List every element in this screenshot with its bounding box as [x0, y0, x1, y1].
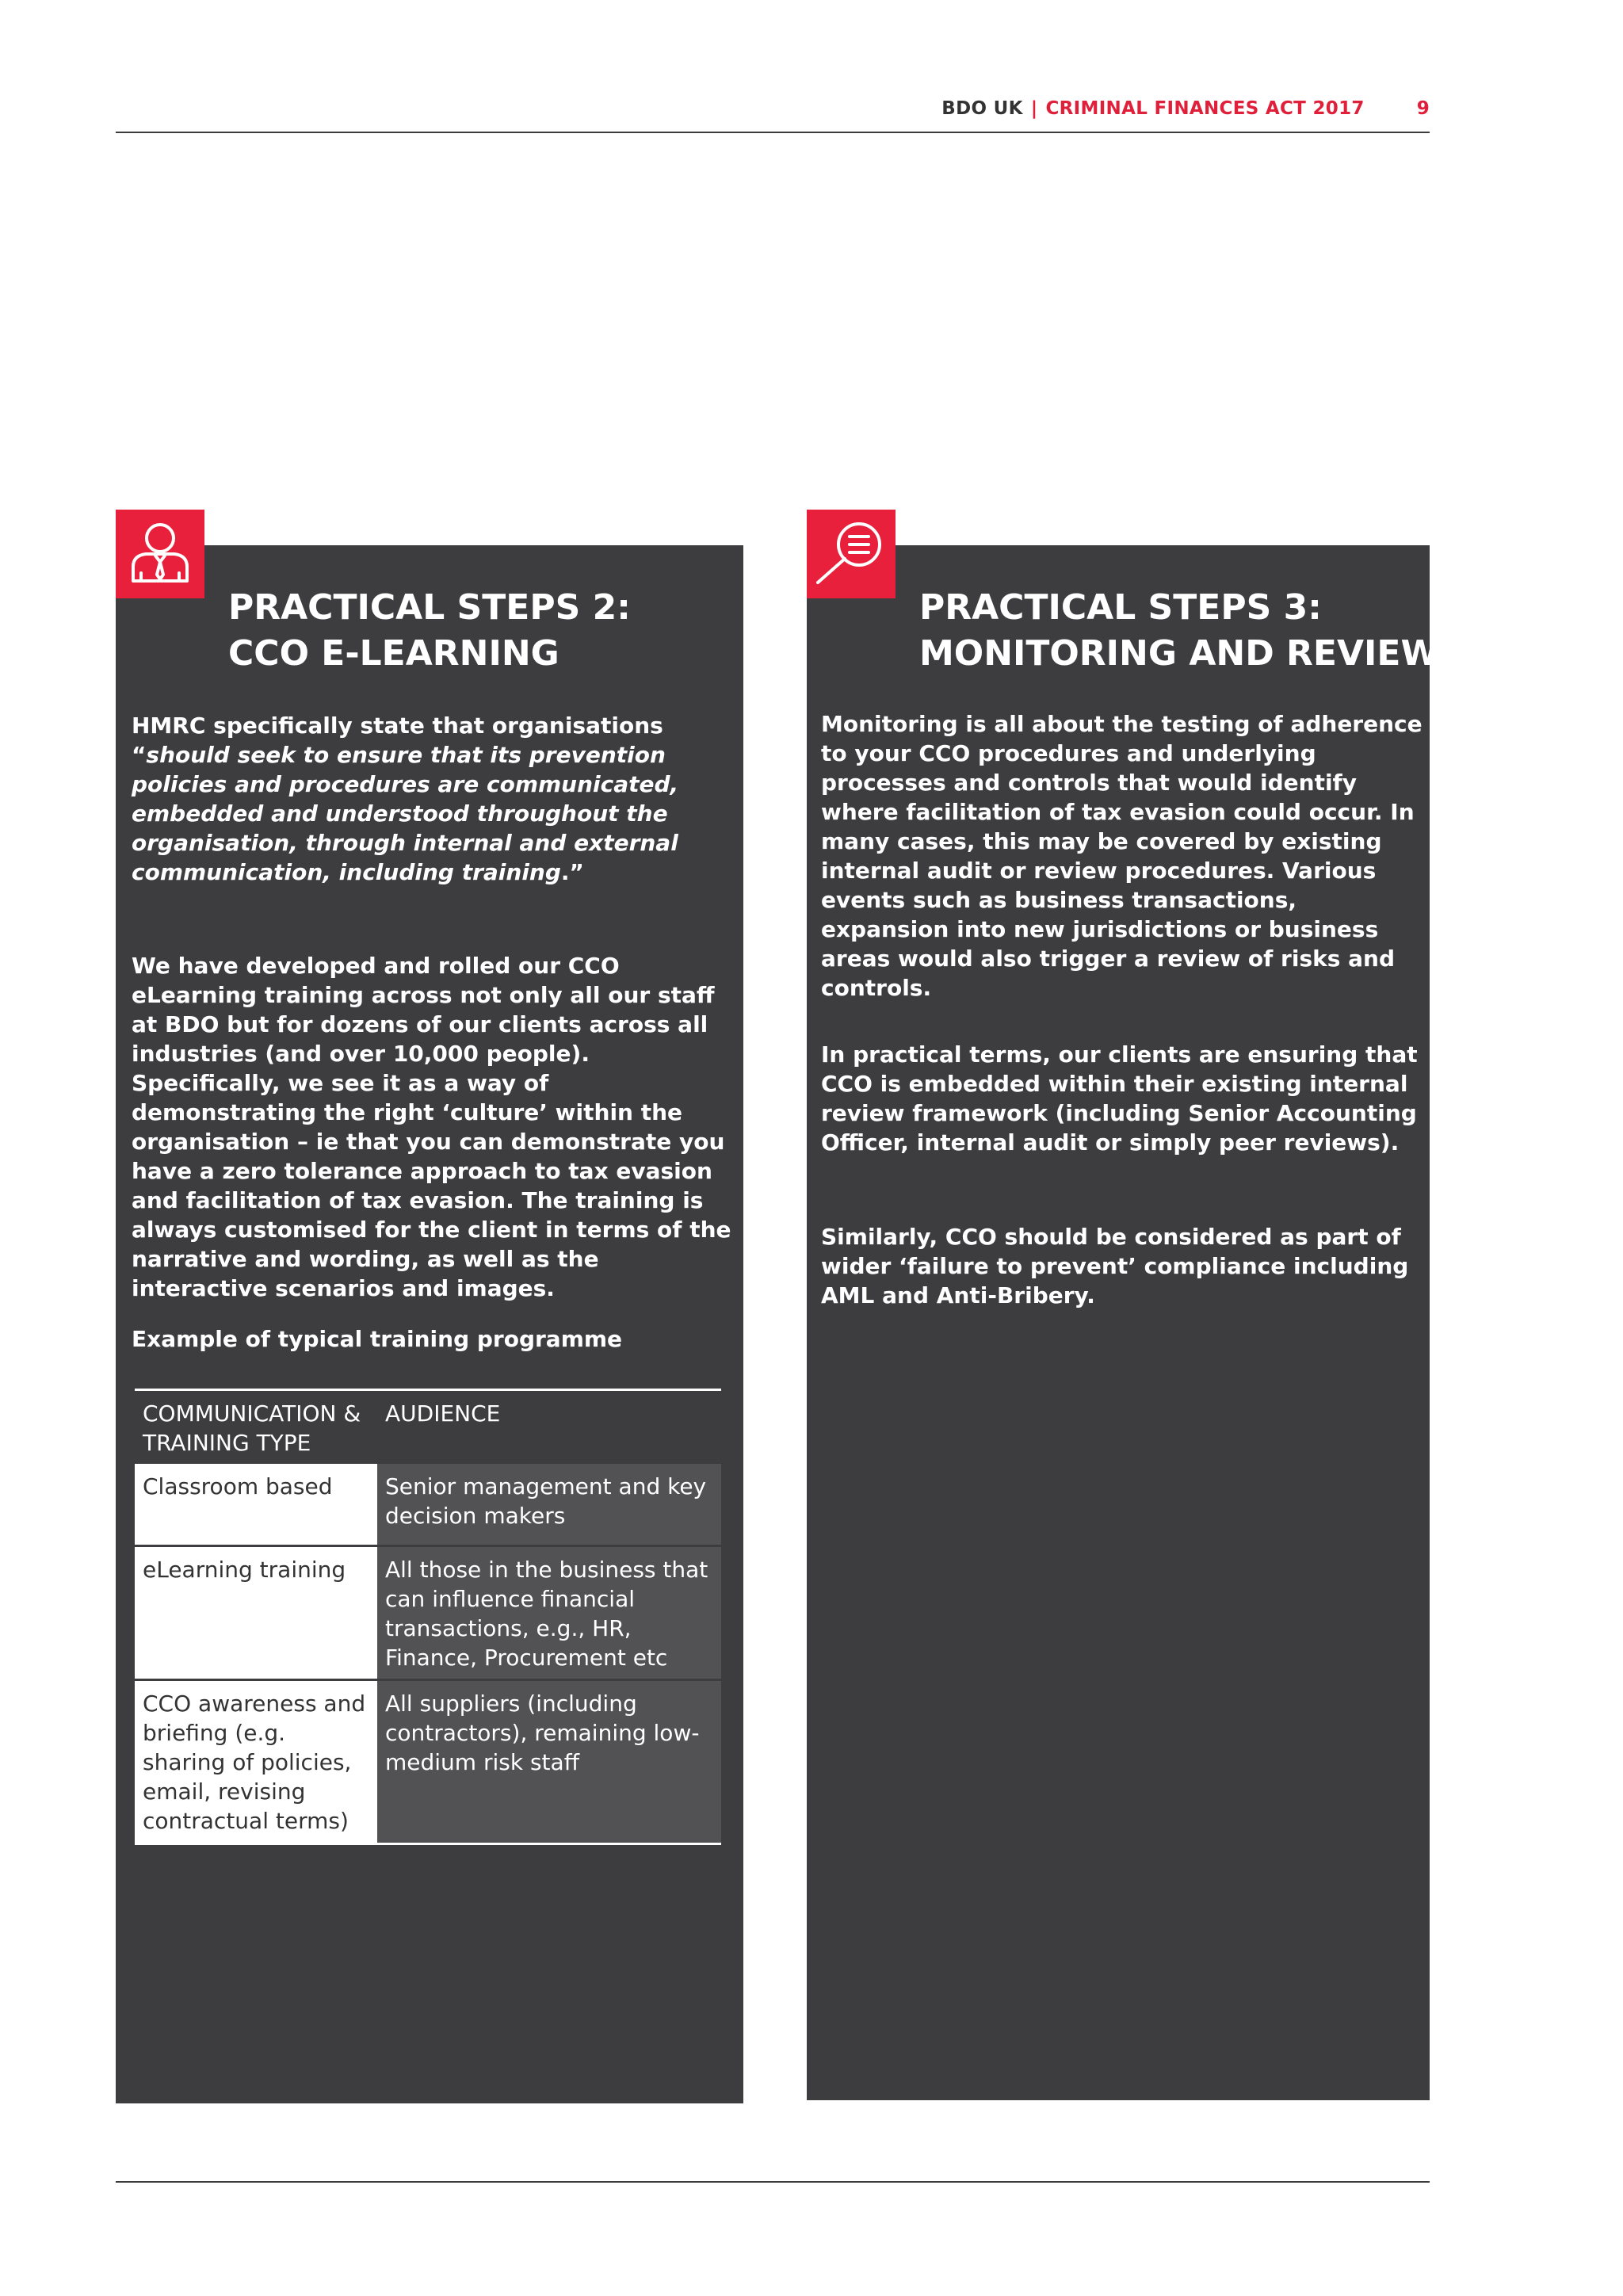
- panel-title-line2: MONITORING AND REVIEW: [919, 633, 1439, 674]
- page-header: [116, 0, 1430, 133]
- practical-steps-3-panel: [807, 545, 1439, 2100]
- header-text: [941, 98, 1430, 119]
- magnifier-list-icon: [807, 510, 896, 598]
- elearning-paragraph-text: We have developed and rolled our CCO eLearning training across not only all our staff at BDO but for dozens of our clients across all industries (and over 10,000 people). Specifically, we see it as a way of demonstrating the right ‘culture’ within the organisation – ie that you can demonstrate you have a zero tolerance approach to tax evasion and facilitation of tax evasion. The training is always customised for the client in terms of the narrative and wording, as well as the interactive scenarios and images.: [132, 953, 731, 1301]
- header-org: BDO UK: [941, 98, 1023, 119]
- table-cell-type: eLearning training: [135, 1547, 377, 1679]
- table-caption: [132, 1324, 734, 1354]
- table-cell-type: Classroom based: [135, 1464, 377, 1545]
- table-cell-audience: All those in the business that can influence financial transactions, e.g., HR, Finance, Procurement etc: [377, 1547, 721, 1679]
- training-programme-table: [135, 1389, 721, 1845]
- monitoring-paragraph-text: Monitoring is all about the testing of adherence to your CCO procedures and underlying processes and controls that would identify where facilitation of tax evasion could occur. In many cases, this may be covered by existing internal audit or review procedures. Various events such as business transactions, expansion into new jurisdictions or business areas would also trigger a review of risks and controls.: [821, 711, 1423, 1001]
- panel-title-line2: CCO E-LEARNING: [228, 633, 559, 674]
- table-caption-text: Example of typical training programme: [132, 1326, 623, 1352]
- footer-rule: [116, 2181, 1430, 2183]
- panel-title: [919, 585, 1439, 677]
- table-row: [135, 1681, 721, 1845]
- quote-end: .”: [560, 859, 584, 885]
- practical-steps-2-panel: [116, 545, 743, 2103]
- practical-terms-paragraph-text: In practical terms, our clients are ensuring that CCO is embedded within their existing internal review framework (including Senior Accounting Officer, internal audit or simply peer reviews).: [821, 1041, 1418, 1156]
- panel-title-line1: PRACTICAL STEPS 3:: [919, 587, 1322, 628]
- failure-to-prevent-paragraph-text: Similarly, CCO should be considered as part of wider ‘failure to prevent’ compliance including AML and Anti-Bribery.: [821, 1224, 1409, 1308]
- table-header-row: [135, 1391, 721, 1464]
- table-header-audience: AUDIENCE: [385, 1400, 501, 1427]
- quote-intro: HMRC specifically state that organisations “: [132, 712, 663, 768]
- table-row: [135, 1464, 721, 1547]
- table-row: [135, 1547, 721, 1681]
- table-cell-audience: Senior management and key decision makers: [377, 1464, 721, 1545]
- failure-to-prevent-paragraph: [821, 1222, 1423, 1310]
- table-header-type: COMMUNICATION & TRAINING TYPE: [143, 1400, 361, 1456]
- table-cell-audience: All suppliers (including contractors), remaining low-medium risk staff: [377, 1681, 721, 1843]
- person-with-tie-icon: [116, 510, 204, 598]
- practical-terms-paragraph: [821, 1040, 1423, 1157]
- quote-text: should seek to ensure that its prevention policies and procedures are communicated, embedded and understood throughout the organisation, through internal and external communication, including training: [132, 742, 679, 885]
- panel-title-line1: PRACTICAL STEPS 2:: [228, 587, 631, 628]
- header-separator: |: [1030, 98, 1038, 119]
- hmrc-quote-paragraph: [132, 711, 734, 887]
- table-cell-type: CCO awareness and briefing (e.g. sharing of policies, email, revising contractual terms): [135, 1681, 377, 1843]
- panel-title: [228, 585, 631, 677]
- monitoring-paragraph: [821, 709, 1423, 1003]
- header-document-title: CRIMINAL FINANCES ACT 2017: [1045, 98, 1365, 119]
- elearning-paragraph: [132, 951, 734, 1303]
- page-number: 9: [1416, 98, 1430, 119]
